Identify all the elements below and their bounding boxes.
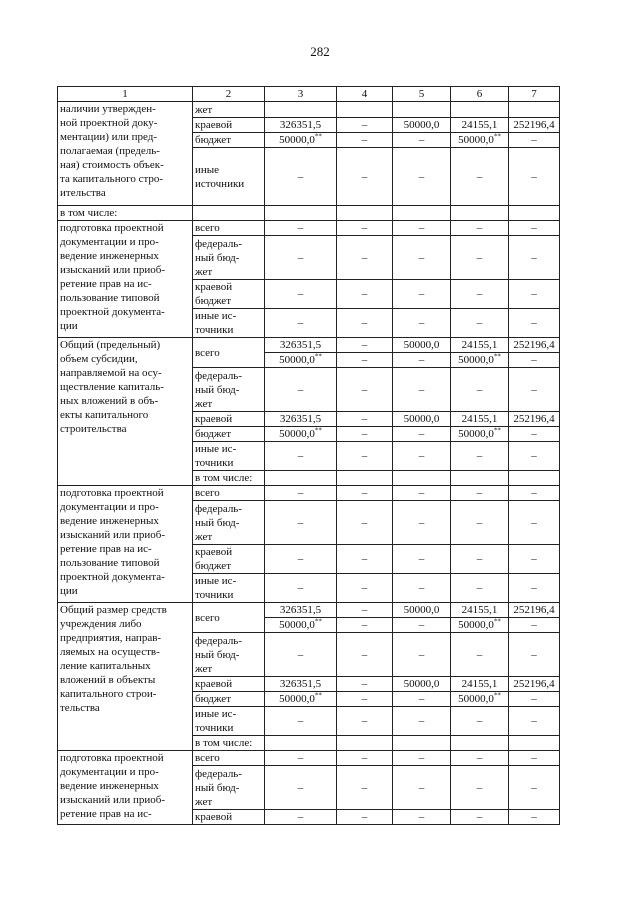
value-cell: – (509, 574, 560, 603)
table-row (58, 486, 560, 501)
source-cell: федераль- ный бюд- жет (193, 633, 265, 677)
value-cell: 326351,5 (265, 603, 337, 618)
source-cell: всего (193, 751, 265, 766)
value-cell: – (337, 133, 393, 148)
table-row (58, 751, 560, 766)
value-cell: 50000,0** (265, 427, 337, 442)
source-cell: бюджет (193, 692, 265, 707)
value-cell: – (451, 148, 509, 206)
header-cell: 7 (509, 87, 560, 102)
value-cell: 50000,0** (451, 353, 509, 368)
value-cell: – (393, 574, 451, 603)
value-cell: 50000,0** (265, 133, 337, 148)
value-cell: – (337, 427, 393, 442)
value-cell: – (393, 148, 451, 206)
source-cell: бюджет (193, 133, 265, 148)
value-cell: 252196,4 (509, 338, 560, 353)
value-cell: – (265, 221, 337, 236)
value-cell: – (509, 751, 560, 766)
value-cell: – (393, 501, 451, 545)
value-cell: – (337, 236, 393, 280)
value-cell: 50000,0** (265, 692, 337, 707)
value-cell: – (509, 442, 560, 471)
source-cell: всего (193, 338, 265, 368)
value-cell: 326351,5 (265, 412, 337, 427)
value-cell: – (393, 618, 451, 633)
value-cell: – (337, 751, 393, 766)
header-cell: 3 (265, 87, 337, 102)
value-cell: – (337, 221, 393, 236)
value-cell: – (393, 633, 451, 677)
value-cell: – (337, 633, 393, 677)
value-cell: 50000,0** (451, 133, 509, 148)
value-cell: – (451, 501, 509, 545)
value-cell: – (265, 309, 337, 338)
row-description: Общий размер средств учреждения либо предприятия, направ- ляемых на осуществ- ление капитальных вложений в объекты капитального строи- тельства (58, 603, 193, 751)
value-cell: – (337, 603, 393, 618)
value-cell: – (451, 633, 509, 677)
value-cell: – (265, 236, 337, 280)
table-row (58, 206, 560, 221)
value-cell: – (337, 148, 393, 206)
value-cell: – (393, 236, 451, 280)
header-cell: 1 (58, 87, 193, 102)
value-cell: – (337, 442, 393, 471)
value-cell: – (393, 427, 451, 442)
value-cell: – (393, 751, 451, 766)
value-cell: – (393, 486, 451, 501)
value-cell: – (337, 368, 393, 412)
value-cell: – (265, 545, 337, 574)
value-cell: – (265, 633, 337, 677)
source-cell: иные ис- точники (193, 309, 265, 338)
value-cell: – (451, 707, 509, 736)
value-cell: – (393, 280, 451, 309)
value-cell: – (451, 574, 509, 603)
value-cell: – (393, 353, 451, 368)
value-cell: – (337, 766, 393, 810)
source-cell: краевой (193, 412, 265, 427)
header-cell: 6 (451, 87, 509, 102)
value-cell: – (451, 545, 509, 574)
row-description: наличии утвержден- ной проектной доку- ментации) или пред- полагаемая (предель- ная) стоимость объек- та капитального стро- ительства (58, 102, 193, 206)
value-cell: – (265, 486, 337, 501)
source-cell: всего (193, 221, 265, 236)
value-cell: 252196,4 (509, 677, 560, 692)
value-cell: – (393, 692, 451, 707)
value-cell: – (509, 133, 560, 148)
table-row (58, 338, 560, 353)
source-cell: федераль- ный бюд- жет (193, 501, 265, 545)
value-cell: 50000,0** (451, 618, 509, 633)
row-description: Общий (предельный) объем субсидии, направляемой на осу- ществление капиталь- ных вложений в объ- екты капитального строительства (58, 338, 193, 486)
table-row (58, 102, 560, 118)
value-cell: – (393, 766, 451, 810)
value-cell: – (337, 412, 393, 427)
row-description: в том числе: (193, 736, 265, 751)
value-cell: – (265, 766, 337, 810)
value-cell: – (337, 677, 393, 692)
value-cell: – (451, 751, 509, 766)
source-cell: бюджет (193, 427, 265, 442)
value-cell: 50000,0 (393, 412, 451, 427)
value-cell: – (337, 486, 393, 501)
value-cell: 50000,0** (451, 427, 509, 442)
value-cell: – (393, 309, 451, 338)
value-cell: – (451, 368, 509, 412)
value-cell: – (393, 545, 451, 574)
value-cell: – (337, 692, 393, 707)
value-cell: – (337, 280, 393, 309)
source-cell: федераль- ный бюд- жет (193, 368, 265, 412)
source-cell: федераль- ный бюд- жет (193, 766, 265, 810)
header-cell: 5 (393, 87, 451, 102)
value-cell: – (393, 221, 451, 236)
value-cell: – (451, 486, 509, 501)
value-cell: 50000,0 (393, 677, 451, 692)
value-cell: – (509, 810, 560, 825)
value-cell: – (265, 707, 337, 736)
value-cell: – (451, 280, 509, 309)
value-cell: – (509, 486, 560, 501)
source-cell: краевой (193, 118, 265, 133)
value-cell: – (337, 501, 393, 545)
value-cell: – (509, 309, 560, 338)
source-cell: иные ис- точники (193, 574, 265, 603)
value-cell: 50000,0 (393, 338, 451, 353)
value-cell: – (509, 221, 560, 236)
value-cell: – (265, 751, 337, 766)
value-cell: – (451, 309, 509, 338)
value-cell: – (509, 692, 560, 707)
value-cell: – (337, 618, 393, 633)
header-cell: 4 (337, 87, 393, 102)
value-cell: – (451, 766, 509, 810)
value-cell: 326351,5 (265, 677, 337, 692)
value-cell: – (393, 442, 451, 471)
source-cell: федераль- ный бюд- жет (193, 236, 265, 280)
value-cell: – (509, 707, 560, 736)
value-cell: – (393, 368, 451, 412)
value-cell: – (451, 236, 509, 280)
table-row (58, 603, 560, 618)
source-cell: краевой (193, 810, 265, 825)
value-cell: – (393, 133, 451, 148)
value-cell: – (451, 221, 509, 236)
value-cell: 252196,4 (509, 603, 560, 618)
value-cell: – (337, 118, 393, 133)
row-description: в том числе: (58, 206, 193, 221)
value-cell: – (265, 501, 337, 545)
row-description: подготовка проектной документации и про- ведение инженерных изысканий или приоб- ретение прав на ис- пользование типовой проектной документа- ции (58, 221, 193, 338)
value-cell: – (509, 280, 560, 309)
source-cell: всего (193, 603, 265, 633)
value-cell: – (509, 368, 560, 412)
value-cell: – (337, 353, 393, 368)
value-cell: 24155,1 (451, 412, 509, 427)
value-cell: 50000,0** (451, 692, 509, 707)
value-cell: – (265, 280, 337, 309)
value-cell: 24155,1 (451, 677, 509, 692)
value-cell: – (509, 545, 560, 574)
source-cell: иные источники (193, 148, 265, 206)
row-description: подготовка проектной документации и про- ведение инженерных изысканий или приоб- ретение прав на ис- пользование типовой проектной документа- ции (58, 486, 193, 603)
value-cell: – (509, 148, 560, 206)
value-cell: – (509, 501, 560, 545)
value-cell: 50000,0 (393, 118, 451, 133)
source-cell: всего (193, 486, 265, 501)
source-cell: иные ис- точники (193, 707, 265, 736)
value-cell: – (509, 236, 560, 280)
source-cell: иные ис- точники (193, 442, 265, 471)
table-row (58, 221, 560, 236)
value-cell: 252196,4 (509, 412, 560, 427)
value-cell: – (509, 618, 560, 633)
row-description: в том числе: (193, 471, 265, 486)
source-cell: краевой (193, 677, 265, 692)
row-description: подготовка проектной документации и про- ведение инженерных изысканий или приоб- ретение прав на ис- (58, 751, 193, 825)
header-row (58, 87, 560, 102)
value-cell: 50000,0** (265, 353, 337, 368)
value-cell: 50000,0 (393, 603, 451, 618)
value-cell: – (265, 148, 337, 206)
value-cell: – (337, 309, 393, 338)
value-cell: 24155,1 (451, 338, 509, 353)
header-cell: 2 (193, 87, 265, 102)
value-cell: – (337, 574, 393, 603)
value-cell: – (337, 707, 393, 736)
value-cell: 326351,5 (265, 338, 337, 353)
value-cell: – (509, 427, 560, 442)
source-cell: жет (193, 102, 265, 118)
value-cell: – (265, 368, 337, 412)
value-cell: – (393, 707, 451, 736)
value-cell: 50000,0** (265, 618, 337, 633)
value-cell: 252196,4 (509, 118, 560, 133)
source-cell: краевой бюджет (193, 545, 265, 574)
page-number: 282 (310, 44, 330, 59)
value-cell: – (265, 442, 337, 471)
value-cell: – (451, 810, 509, 825)
value-cell: 24155,1 (451, 603, 509, 618)
value-cell: – (451, 442, 509, 471)
value-cell: – (509, 353, 560, 368)
value-cell: – (265, 810, 337, 825)
value-cell: – (337, 810, 393, 825)
value-cell: – (337, 338, 393, 353)
financing-table (57, 86, 560, 825)
value-cell: – (509, 633, 560, 677)
value-cell: – (265, 574, 337, 603)
value-cell: – (337, 545, 393, 574)
source-cell: краевой бюджет (193, 280, 265, 309)
value-cell: – (393, 810, 451, 825)
value-cell: – (509, 766, 560, 810)
value-cell: 326351,5 (265, 118, 337, 133)
value-cell: 24155,1 (451, 118, 509, 133)
